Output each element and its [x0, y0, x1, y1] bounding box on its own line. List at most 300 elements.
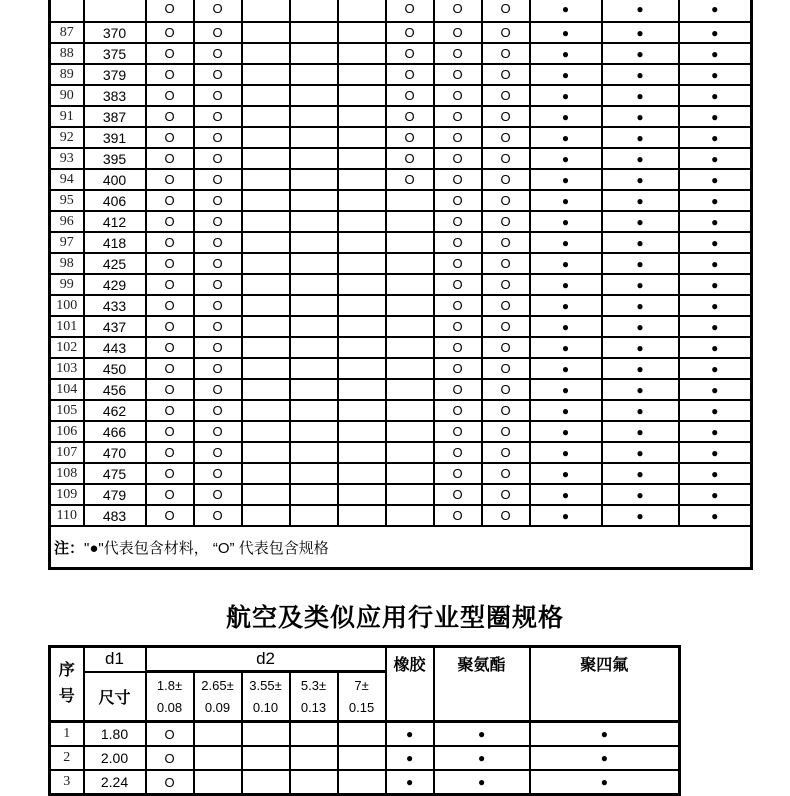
spec-mark: O [482, 169, 530, 190]
spec-mark: O [194, 64, 242, 85]
row-number: 87 [50, 22, 84, 43]
empty-cell [338, 358, 386, 379]
material-mark: ● [679, 253, 752, 274]
material-mark: ● [530, 22, 602, 43]
spec-mark: O [434, 148, 482, 169]
row-number: 104 [50, 379, 84, 400]
material-mark: ● [530, 0, 602, 22]
empty-cell [338, 190, 386, 211]
spec-mark: O [194, 22, 242, 43]
spec-mark: O [386, 169, 434, 190]
note-text: "●"代表包含材料， “O” 代表包含规格 [84, 539, 329, 557]
material-mark: ● [679, 358, 752, 379]
empty-cell [290, 169, 338, 190]
material-mark: ● [679, 484, 752, 505]
size-cell: 437 [84, 316, 146, 337]
material-mark: ● [679, 379, 752, 400]
spec-mark: O [482, 22, 530, 43]
material-mark: ● [679, 127, 752, 148]
empty-cell [386, 400, 434, 421]
row-number: 90 [50, 85, 84, 106]
material-mark: ● [530, 337, 602, 358]
d2-nominal: 7± [354, 677, 369, 693]
material-mark: ● [679, 169, 752, 190]
material-mark: ● [602, 148, 679, 169]
spec-mark: O [482, 190, 530, 211]
spec-mark: O [194, 253, 242, 274]
spec-mark: O [482, 85, 530, 106]
spec-mark: O [482, 379, 530, 400]
spec-mark: O [434, 127, 482, 148]
spec-mark: O [482, 232, 530, 253]
table-row [50, 358, 752, 379]
material-mark: ● [530, 316, 602, 337]
empty-cell [338, 22, 386, 43]
material-mark: ● [434, 770, 530, 795]
material-mark: ● [602, 316, 679, 337]
empty-cell [242, 316, 290, 337]
table-row [50, 337, 752, 358]
size-cell: 425 [84, 253, 146, 274]
material-mark: ● [530, 232, 602, 253]
spec-mark: O [482, 0, 530, 22]
note [50, 526, 752, 569]
material-mark: ● [679, 211, 752, 232]
table-row [50, 421, 752, 442]
spec-mark: O [146, 274, 194, 295]
empty-cell [242, 442, 290, 463]
size-cell: 429 [84, 274, 146, 295]
material-mark: ● [602, 211, 679, 232]
spec-mark: O [146, 169, 194, 190]
spec-mark: O [146, 43, 194, 64]
material-mark: ● [602, 232, 679, 253]
spec-mark: O [194, 316, 242, 337]
size-cell: 483 [84, 505, 146, 526]
spec-mark: O [146, 316, 194, 337]
empty-cell [338, 316, 386, 337]
row-number: 1 [50, 722, 84, 747]
spec-mark: O [482, 148, 530, 169]
material-mark: ● [679, 295, 752, 316]
empty-cell [290, 337, 338, 358]
empty-cell [386, 421, 434, 442]
material-mark: ● [679, 190, 752, 211]
spec-mark: O [482, 295, 530, 316]
table-row [50, 400, 752, 421]
spec-mark: O [434, 316, 482, 337]
empty-cell [386, 358, 434, 379]
empty-cell [242, 0, 290, 22]
empty-cell [290, 358, 338, 379]
empty-cell [386, 505, 434, 526]
empty-cell [242, 484, 290, 505]
empty-cell [338, 770, 386, 795]
material-mark: ● [530, 358, 602, 379]
spec-mark: O [194, 379, 242, 400]
material-mark: ● [679, 316, 752, 337]
material-mark: ● [386, 722, 434, 747]
row-number: 3 [50, 770, 84, 795]
spec-mark: O [146, 442, 194, 463]
material-mark: ● [679, 64, 752, 85]
spec-mark: O [194, 337, 242, 358]
material-mark: ● [602, 358, 679, 379]
spec-mark: O [194, 358, 242, 379]
empty-cell [338, 484, 386, 505]
empty-cell [290, 64, 338, 85]
empty-cell [242, 190, 290, 211]
spec-mark: O [386, 127, 434, 148]
empty-cell [242, 505, 290, 526]
d2-nominal: 1.8± [156, 677, 183, 693]
spec-mark: O [482, 316, 530, 337]
material-mark: ● [679, 337, 752, 358]
note-label: 注： [54, 539, 85, 557]
size-cell: 479 [84, 484, 146, 505]
empty-cell [290, 746, 338, 770]
spec-mark: O [434, 463, 482, 484]
spec-mark: O [194, 85, 242, 106]
size-cell: 412 [84, 211, 146, 232]
empty-cell [338, 421, 386, 442]
empty-cell [242, 400, 290, 421]
material-mark: ● [530, 505, 602, 526]
material-mark: ● [602, 274, 679, 295]
empty-cell [194, 722, 242, 747]
row-number: 100 [50, 295, 84, 316]
material-mark: ● [530, 211, 602, 232]
material-mark: ● [679, 400, 752, 421]
spec-mark: O [146, 295, 194, 316]
spec-mark: O [146, 379, 194, 400]
material-mark: ● [530, 169, 602, 190]
material-mark: ● [679, 274, 752, 295]
empty-cell [242, 64, 290, 85]
material-mark: ● [679, 106, 752, 127]
empty-cell [290, 127, 338, 148]
d2-tolerance-header [194, 672, 242, 722]
size-cell: 400 [84, 169, 146, 190]
spec-mark: O [434, 190, 482, 211]
d2-tolerance-header [290, 672, 338, 722]
spec-mark: O [194, 484, 242, 505]
material-mark: ● [602, 484, 679, 505]
material-mark: ● [530, 43, 602, 64]
material-mark: ● [530, 400, 602, 421]
d2-nominal: 2.65± [201, 677, 234, 693]
material-mark: ● [679, 442, 752, 463]
empty-cell [386, 274, 434, 295]
table-row [50, 379, 752, 400]
spec-mark: O [434, 505, 482, 526]
material-mark: ● [679, 421, 752, 442]
empty-cell [338, 211, 386, 232]
spec-mark: O [386, 22, 434, 43]
table-row [50, 148, 752, 169]
empty-cell [290, 43, 338, 64]
spec-mark: O [194, 421, 242, 442]
size-cell: 379 [84, 64, 146, 85]
spec-mark: O [194, 505, 242, 526]
empty-cell [290, 148, 338, 169]
empty-cell [242, 379, 290, 400]
material-mark: ● [602, 505, 679, 526]
empty-cell [338, 379, 386, 400]
empty-cell [242, 295, 290, 316]
empty-cell [290, 22, 338, 43]
size-cell: 2.00 [84, 746, 146, 770]
empty-cell [290, 106, 338, 127]
spec-mark: O [482, 505, 530, 526]
row-number: 89 [50, 64, 84, 85]
spec-mark: O [146, 64, 194, 85]
table-row [50, 232, 752, 253]
table-row [50, 169, 752, 190]
spec-mark: O [482, 64, 530, 85]
header-polyurethane: 聚氨酯 [434, 647, 530, 722]
size-cell: 375 [84, 43, 146, 64]
material-mark: ● [530, 463, 602, 484]
spec-mark: O [434, 400, 482, 421]
section-title: 航空及类似应用行业型圈规格 [225, 604, 564, 632]
empty-cell [242, 421, 290, 442]
material-mark: ● [679, 22, 752, 43]
spec-mark: O [482, 127, 530, 148]
spec-mark: O [194, 127, 242, 148]
material-mark: ● [602, 169, 679, 190]
material-mark: ● [530, 148, 602, 169]
empty-cell [338, 106, 386, 127]
empty-cell [338, 722, 386, 747]
empty-cell [242, 358, 290, 379]
row-number: 88 [50, 43, 84, 64]
size-cell: 1.80 [84, 722, 146, 747]
table-row [50, 64, 752, 85]
empty-cell [386, 463, 434, 484]
material-mark: ● [679, 0, 752, 22]
spec-mark: O [194, 463, 242, 484]
d2-nominal: 5.3± [300, 677, 327, 693]
material-mark: ● [530, 85, 602, 106]
empty-cell [242, 746, 290, 770]
empty-cell [242, 211, 290, 232]
spec-mark: O [434, 379, 482, 400]
material-mark: ● [434, 746, 530, 770]
empty-cell [338, 295, 386, 316]
header-rubber: 橡胶 [386, 647, 434, 722]
table-row [50, 106, 752, 127]
empty-cell [290, 295, 338, 316]
material-mark: ● [386, 770, 434, 795]
material-mark: ● [434, 722, 530, 747]
material-mark: ● [602, 400, 679, 421]
spec-mark: O [386, 0, 434, 22]
row-number: 108 [50, 463, 84, 484]
empty-cell [242, 43, 290, 64]
row-number: 94 [50, 169, 84, 190]
size-cell: 456 [84, 379, 146, 400]
header-size: 尺寸 [84, 672, 146, 722]
spec-mark: O [194, 169, 242, 190]
empty-cell [338, 400, 386, 421]
material-mark: ● [602, 22, 679, 43]
empty-cell [290, 421, 338, 442]
row-number: 101 [50, 316, 84, 337]
empty-cell [338, 169, 386, 190]
table-row [50, 770, 680, 795]
empty-cell [290, 274, 338, 295]
empty-cell [242, 722, 290, 747]
material-mark: ● [602, 337, 679, 358]
size-cell: 433 [84, 295, 146, 316]
spec-mark: O [146, 148, 194, 169]
table-row [50, 274, 752, 295]
empty-cell [338, 253, 386, 274]
size-cell: 470 [84, 442, 146, 463]
spec-mark: O [146, 484, 194, 505]
size-cell: 450 [84, 358, 146, 379]
d2-tolerance-header [146, 672, 194, 722]
d2-tolerance: 0.13 [300, 699, 327, 715]
empty-cell [242, 337, 290, 358]
empty-cell [386, 337, 434, 358]
spec-mark: O [434, 337, 482, 358]
material-mark: ● [602, 190, 679, 211]
spec-mark: O [146, 722, 194, 747]
table-row [50, 316, 752, 337]
empty-cell [290, 505, 338, 526]
material-mark: ● [602, 43, 679, 64]
spec-mark: O [146, 211, 194, 232]
empty-cell [338, 0, 386, 22]
spec-mark: O [482, 253, 530, 274]
spec-mark: O [146, 127, 194, 148]
empty-cell [290, 0, 338, 22]
spec-mark: O [482, 43, 530, 64]
row-number: 98 [50, 253, 84, 274]
spec-mark: O [146, 253, 194, 274]
material-mark: ● [602, 442, 679, 463]
header-seq: 序号 [50, 647, 84, 722]
spec-mark: O [482, 463, 530, 484]
size-cell: 475 [84, 463, 146, 484]
table-row [50, 22, 752, 43]
spec-mark: O [146, 358, 194, 379]
spec-mark: O [434, 211, 482, 232]
spec-mark: O [146, 505, 194, 526]
empty-cell [386, 484, 434, 505]
material-mark: ● [602, 64, 679, 85]
spec-mark: O [146, 421, 194, 442]
spec-mark: O [434, 253, 482, 274]
table-row [50, 463, 752, 484]
spec-mark: O [434, 0, 482, 22]
spec-mark: O [434, 64, 482, 85]
spec-mark: O [386, 148, 434, 169]
size-cell: 462 [84, 400, 146, 421]
empty-cell [338, 442, 386, 463]
size-cell: 443 [84, 337, 146, 358]
size-cell: 406 [84, 190, 146, 211]
spec-mark: O [386, 106, 434, 127]
size-cell: 418 [84, 232, 146, 253]
spec-mark: O [434, 232, 482, 253]
size-cell: 2.24 [84, 770, 146, 795]
row-number: 109 [50, 484, 84, 505]
row-number: 93 [50, 148, 84, 169]
spec-mark: O [146, 770, 194, 795]
row-number: 96 [50, 211, 84, 232]
empty-cell [194, 770, 242, 795]
d2-tolerance-header [338, 672, 386, 722]
empty-cell [386, 295, 434, 316]
size-cell: 466 [84, 421, 146, 442]
material-mark: ● [530, 722, 680, 747]
note-row [50, 526, 752, 569]
spec-mark: O [194, 106, 242, 127]
empty-cell [290, 463, 338, 484]
material-mark: ● [530, 746, 680, 770]
spec-mark: O [482, 106, 530, 127]
spec-mark: O [482, 400, 530, 421]
table-row [50, 442, 752, 463]
d2-tolerance: 0.09 [204, 699, 231, 715]
empty-cell [290, 232, 338, 253]
d2-nominal: 3.55± [249, 677, 282, 693]
spec-mark: O [434, 442, 482, 463]
empty-cell [338, 64, 386, 85]
material-mark: ● [679, 463, 752, 484]
spec-mark: O [482, 421, 530, 442]
table-row [50, 746, 680, 770]
empty-cell [386, 379, 434, 400]
spec-mark: O [386, 43, 434, 64]
spec-mark: O [194, 295, 242, 316]
empty-cell [290, 211, 338, 232]
material-mark: ● [679, 505, 752, 526]
empty-cell [338, 463, 386, 484]
material-mark: ● [602, 379, 679, 400]
empty-cell [338, 85, 386, 106]
empty-cell [242, 85, 290, 106]
header-d1: d1 [84, 647, 146, 672]
empty-cell [290, 442, 338, 463]
empty-cell [290, 484, 338, 505]
spec-mark: O [386, 64, 434, 85]
spec-mark: O [434, 358, 482, 379]
table-row [50, 0, 752, 22]
material-mark: ● [602, 421, 679, 442]
material-mark: ● [602, 463, 679, 484]
spec-mark: O [482, 442, 530, 463]
spec-mark: O [434, 106, 482, 127]
material-mark: ● [602, 295, 679, 316]
spec-mark: O [434, 22, 482, 43]
header-ptfe: 聚四氟 [530, 647, 680, 722]
spec-mark: O [194, 232, 242, 253]
row-number: 106 [50, 421, 84, 442]
size-cell: 387 [84, 106, 146, 127]
spec-mark: O [146, 22, 194, 43]
spec-mark: O [146, 746, 194, 770]
material-mark: ● [530, 190, 602, 211]
material-mark: ● [530, 295, 602, 316]
size-cell: 370 [84, 22, 146, 43]
table-row [50, 127, 752, 148]
material-mark: ● [679, 232, 752, 253]
size-cell: 383 [84, 85, 146, 106]
